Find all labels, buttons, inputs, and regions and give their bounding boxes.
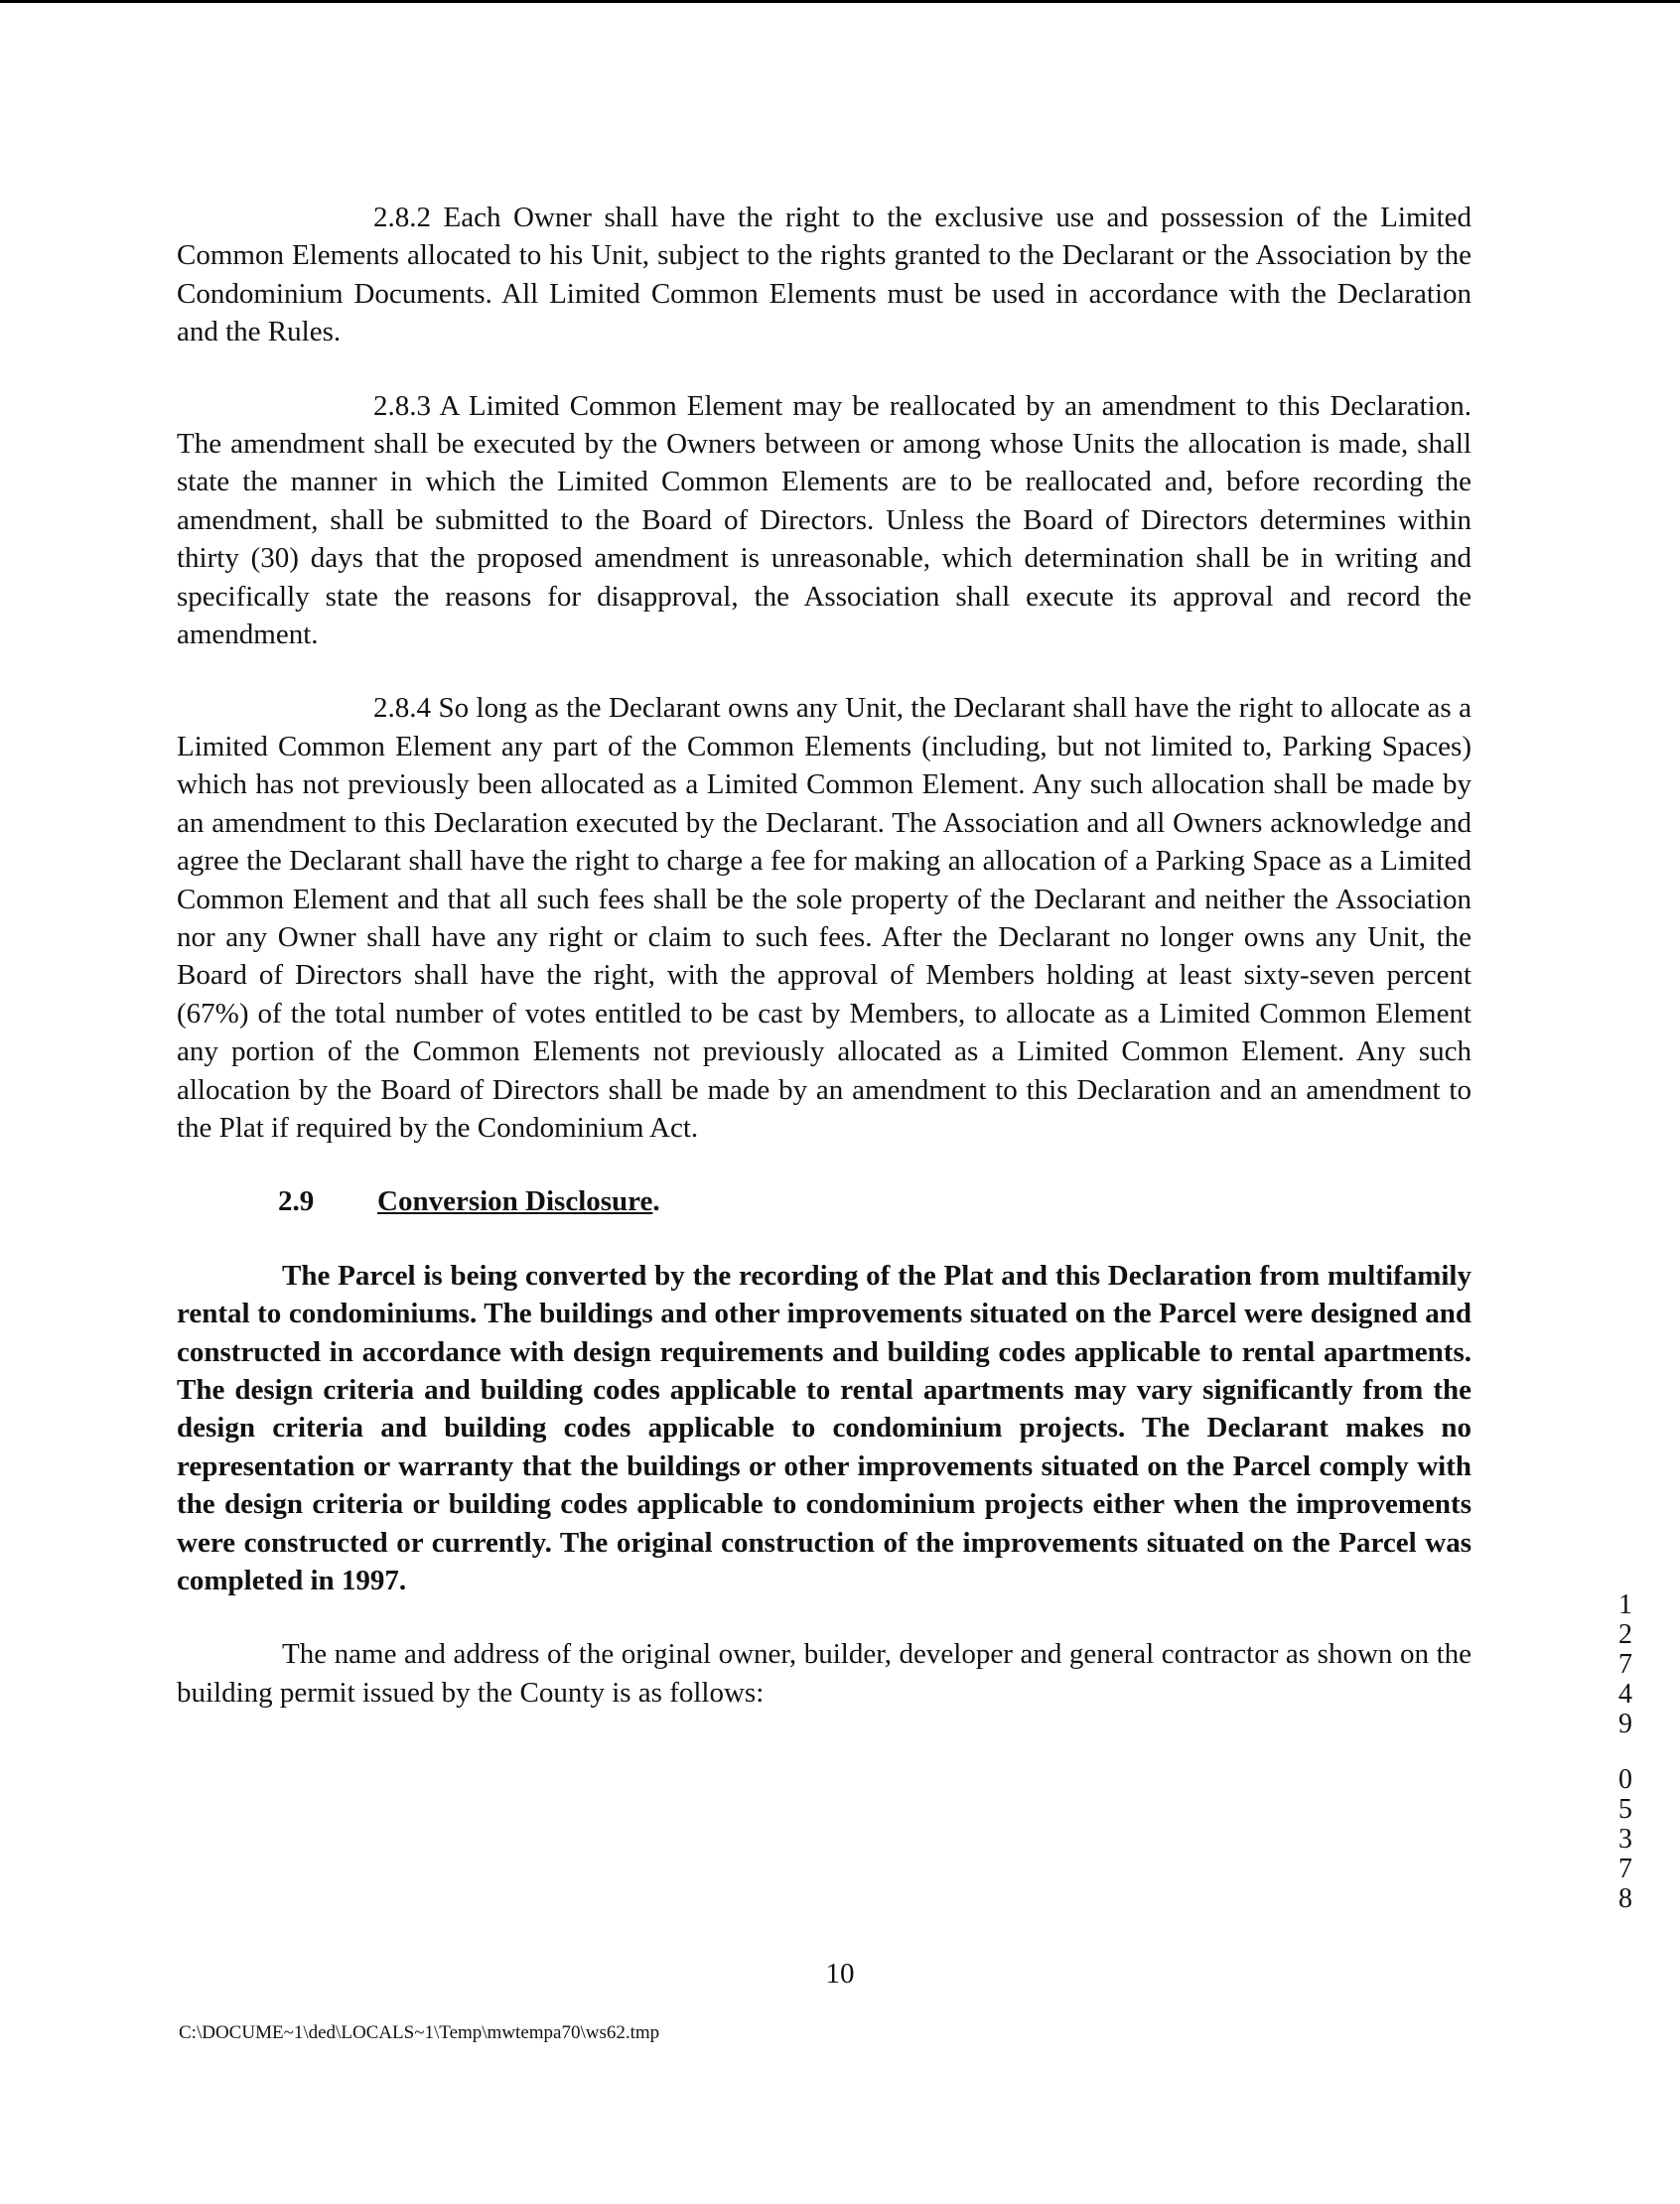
stamp-digit: 3 xyxy=(1618,1824,1632,1855)
recording-number-stamp xyxy=(1610,1590,1640,1940)
top-edge-rule xyxy=(0,0,1680,3)
page-number: 10 xyxy=(825,1958,855,1990)
paragraph-spacer xyxy=(177,1599,1471,1635)
file-path-footer: C:\DOCUME~1\ded\LOCALS~1\Temp\mwtempa70\ws62.tmp xyxy=(179,2022,660,2043)
stamp-digit: 0 xyxy=(1618,1764,1632,1795)
paragraph-2-8-3: 2.8.3 A Limited Common Element may be reallocated by an amendment to this Declaration. The amendment shall be executed by the Owners between or among whose Units the allocation is made, shall state the manner in which the Limited Common Elements are to be reallocated and, before recording the amendment, shall be submitted to the Board of Directors. Unless the Board of Directors determines within thirty (30) days that the proposed amendment is unreasonable, which determination shall be in writing and specifically state the reasons for disapproval, the Association shall execute its approval and record the amendment. xyxy=(177,389,1471,651)
paragraph-2-8-4: 2.8.4 So long as the Declarant owns any Unit, the Declarant shall have the right to allocate as a Limited Common Element any part of the Common Elements (including, but not limited to, Parking Spaces) which has not previously been allocated as a Limited Common Element. Any such allocation shall be made by an amendment to this Declaration executed by the Declarant. The Association and all Owners acknowledge and agree the Declarant shall have the right to charge a fee for making an allocation of a Parking Space as a Limited Common Element and that all such fees shall be the sole property of the Declarant and neither the Association nor any Owner shall have any right or claim to such fees. After the Declarant no longer owns any Unit, the Board of Directors shall have the right, with the approval of Members holding at least sixty-seven percent (67%) of the total number of votes entitled to be cast by Members, to allocate as a Limited Common Element any portion of the Common Elements not previously allocated as a Limited Common Element. Any such allocation by the Board of Directors shall be made by an amendment to this Declaration and an amendment to the Plat if required by the Condominium Act. xyxy=(177,692,1471,1144)
stamp-digit: 4 xyxy=(1618,1679,1632,1710)
stamp-digit: 2 xyxy=(1618,1619,1632,1650)
stamp-digit: 5 xyxy=(1618,1794,1632,1825)
paragraph-2-8-2: 2.8.2 Each Owner shall have the right to the exclusive use and possession of the Limited Common Elements allocated to his Unit, subject to the rights granted to the Declarant or the Association by the Condominium Documents. All Limited Common Elements must be used in accordance with the Declaration and the Rules. xyxy=(177,202,1471,348)
document-body xyxy=(177,199,1471,1712)
original-owner-paragraph: The name and address of the original owner, builder, developer and general contractor as shown on the building permit issued by the County is as follows: xyxy=(177,1638,1471,1709)
stamp-group-1 xyxy=(1610,1590,1640,1739)
stamp-digit: 9 xyxy=(1618,1709,1632,1739)
stamp-digit: 7 xyxy=(1618,1649,1632,1680)
stamp-digit: 8 xyxy=(1618,1883,1632,1914)
paragraph-spacer xyxy=(177,1221,1471,1257)
section-title: Conversion Disclosure xyxy=(377,1185,653,1218)
paragraph-spacer xyxy=(177,1147,1471,1182)
section-heading-2-9 xyxy=(278,1182,1471,1220)
stamp-group-2 xyxy=(1610,1765,1640,1914)
stamp-digit: 7 xyxy=(1618,1854,1632,1884)
paragraph-spacer xyxy=(177,653,1471,689)
paragraph-spacer xyxy=(177,351,1471,387)
stamp-digit: 1 xyxy=(1618,1589,1632,1620)
section-title-period: . xyxy=(652,1185,660,1218)
section-number: 2.9 xyxy=(278,1185,315,1218)
conversion-disclosure-paragraph: The Parcel is being converted by the recording of the Plat and this Declaration from multifamily rental to condominiums. The buildings and other improvements situated on the Parcel were designed and constructed in accordance with design requirements and building codes applicable to rental apartments. The design criteria and building codes applicable to rental apartments may vary significantly from the design criteria and building codes applicable to condominium projects. The Declarant makes no representation or warranty that the buildings or other improvements situated on the Parcel comply with the design criteria or building codes applicable to condominium projects either when the improvements were constructed or currently. The original construction of the improvements situated on the Parcel was completed in 1997. xyxy=(177,1259,1471,1596)
